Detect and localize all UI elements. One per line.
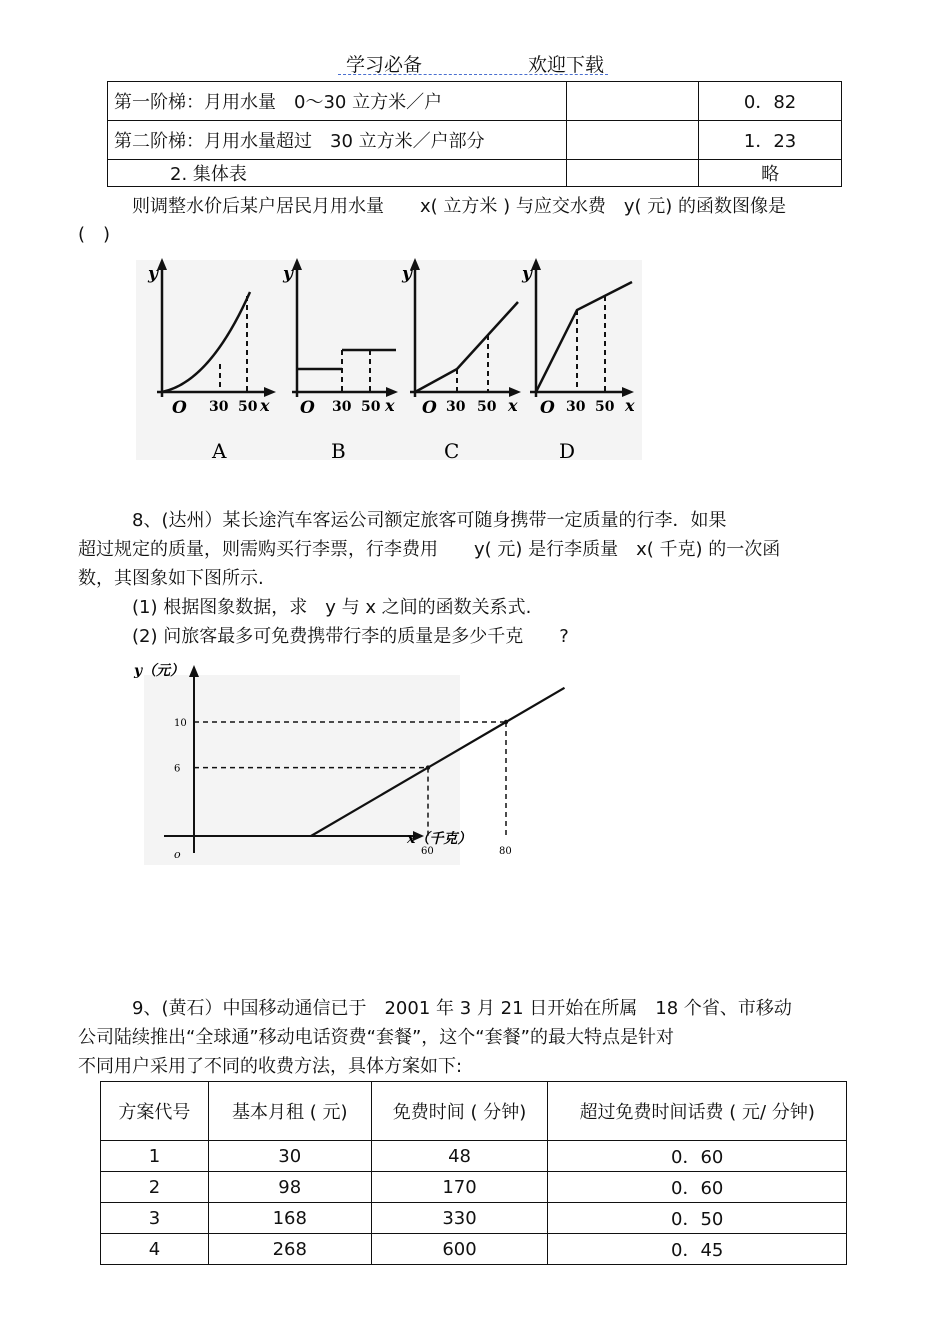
q8-line-3: 数，其图象如下图所示. (78, 568, 264, 589)
x-tick-label: 80 (499, 846, 512, 857)
table-cell: 1．23 (699, 121, 842, 160)
graph-b-y-label: y (283, 264, 293, 284)
q8-line-2: 超过规定的质量，则需购买行李票，行李费用 y( 元) 是行李质量 x( 千克) 的一次函 (78, 539, 781, 560)
data-point (504, 720, 508, 724)
table-cell: 98 (208, 1172, 371, 1203)
table-cell (567, 160, 699, 187)
table-row (101, 1172, 847, 1203)
table-cell: 1 (101, 1141, 209, 1172)
graph-c-y-label: y (402, 264, 412, 284)
y-tick-label: 6 (174, 763, 181, 775)
graph-d-y-label: y (522, 264, 532, 284)
graph-b-tick-50: 50 (361, 399, 381, 415)
page-header (0, 50, 950, 77)
graph-b-tick-30: 30 (332, 399, 352, 415)
header-underline (338, 74, 608, 75)
table-cell: 0．45 (548, 1234, 847, 1265)
x-tick-label: 60 (421, 846, 434, 857)
header-right-text: 欢迎下载 (528, 54, 605, 76)
graph-b-origin: O (300, 398, 315, 418)
graph-a-y-label: y (148, 264, 158, 284)
graph-background (136, 260, 642, 460)
graph-a-origin: O (172, 398, 187, 418)
table-row (101, 1203, 847, 1234)
table-header-cell: 方案代号 (101, 1082, 209, 1141)
table-cell: 略 (699, 160, 842, 187)
table-header-cell: 基本月租 ( 元) (208, 1082, 371, 1141)
table-cell: 330 (371, 1203, 548, 1234)
x-axis-label: x（千克） (407, 831, 472, 847)
table-cell: 2 (101, 1172, 209, 1203)
q8-line-4: (1) 根据图象数据，求 y 与 x 之间的函数关系式. (132, 597, 532, 618)
graph-d-origin: O (540, 398, 555, 418)
data-point (426, 765, 430, 769)
table-cell: 0．50 (548, 1203, 847, 1234)
table-cell: 2. 集体表 (108, 160, 567, 187)
table-row (108, 160, 842, 187)
graph-d-tick-30: 30 (566, 399, 586, 415)
table-header-cell: 超过免费时间话费 ( 元/ 分钟) (548, 1082, 847, 1141)
graph-a-tick-30: 30 (209, 399, 229, 415)
graph-d-tick-50: 50 (595, 399, 615, 415)
water-price-table (107, 81, 842, 187)
graph-a-caption: A (212, 439, 227, 463)
graph-d-x-label: x (625, 396, 635, 415)
table-header-cell: 免费时间 ( 分钟) (371, 1082, 548, 1141)
graph-c-tick-50: 50 (477, 399, 497, 415)
q7-line-1: 则调整水价后某户居民月用水量 x( 立方米 ) 与应交水费 y( 元) 的函数图像是 (132, 196, 786, 217)
q7-line-2: ( ) (78, 224, 111, 245)
table-cell: 600 (371, 1234, 548, 1265)
table-cell: 4 (101, 1234, 209, 1265)
plan-table (100, 1081, 847, 1265)
table-row (101, 1234, 847, 1265)
graph-d-caption: D (559, 439, 576, 463)
q9-line-2: 公司陆续推出“全球通”移动电话资费“套餐”，这个“套餐”的最大特点是针对 (78, 1027, 674, 1048)
q8-line-5: (2) 问旅客最多可免费携带行李的质量是多少千克 ? (132, 626, 569, 647)
table-cell: 0．60 (548, 1172, 847, 1203)
y-tick-label: 10 (174, 718, 187, 729)
table-cell: 0．82 (699, 82, 842, 121)
table-row (108, 82, 842, 121)
q9-line-3: 不同用户采用了不同的收费方法，具体方案如下: (78, 1056, 463, 1077)
graph-b-x-label: x (385, 396, 395, 415)
graph-c-x-label: x (508, 396, 518, 415)
table-cell: 第一阶梯：月用水量 0～30 立方米／户 (108, 82, 567, 121)
table-cell: 3 (101, 1203, 209, 1234)
graph-c-tick-30: 30 (446, 399, 466, 415)
table-row (101, 1141, 847, 1172)
q7-graphs (120, 252, 650, 467)
table-row (108, 121, 842, 160)
graph-a-tick-50: 50 (238, 399, 258, 415)
graph-b-caption: B (331, 439, 346, 463)
q8-line-1: 8、(达州）某长途汽车客运公司额定旅客可随身携带一定质量的行李．如果 (132, 510, 727, 531)
q9-line-1: 9、(黄石）中国移动通信已于 2001 年 3 月 21 日开始在所属 18 个省、市移动 (132, 998, 792, 1019)
table-cell: 268 (208, 1234, 371, 1265)
table-cell: 168 (208, 1203, 371, 1234)
table-cell (567, 121, 699, 160)
table-cell: 第二阶梯：月用水量超过 30 立方米／户部分 (108, 121, 567, 160)
y-axis-arrow (189, 665, 199, 677)
q8-chart (130, 655, 512, 870)
graph-c-origin: O (422, 398, 437, 418)
graph-a-x-label: x (260, 396, 270, 415)
table-cell: 170 (371, 1172, 548, 1203)
table-header-row (101, 1082, 847, 1141)
table-cell (567, 82, 699, 121)
table-cell: 0．60 (548, 1141, 847, 1172)
table-cell: 30 (208, 1141, 371, 1172)
y-axis-label: y（元） (134, 663, 185, 679)
header-left-text: 学习必备 (345, 54, 422, 76)
table-cell: 48 (371, 1141, 548, 1172)
origin-label: o (174, 848, 181, 861)
graph-c-caption: C (444, 439, 460, 463)
